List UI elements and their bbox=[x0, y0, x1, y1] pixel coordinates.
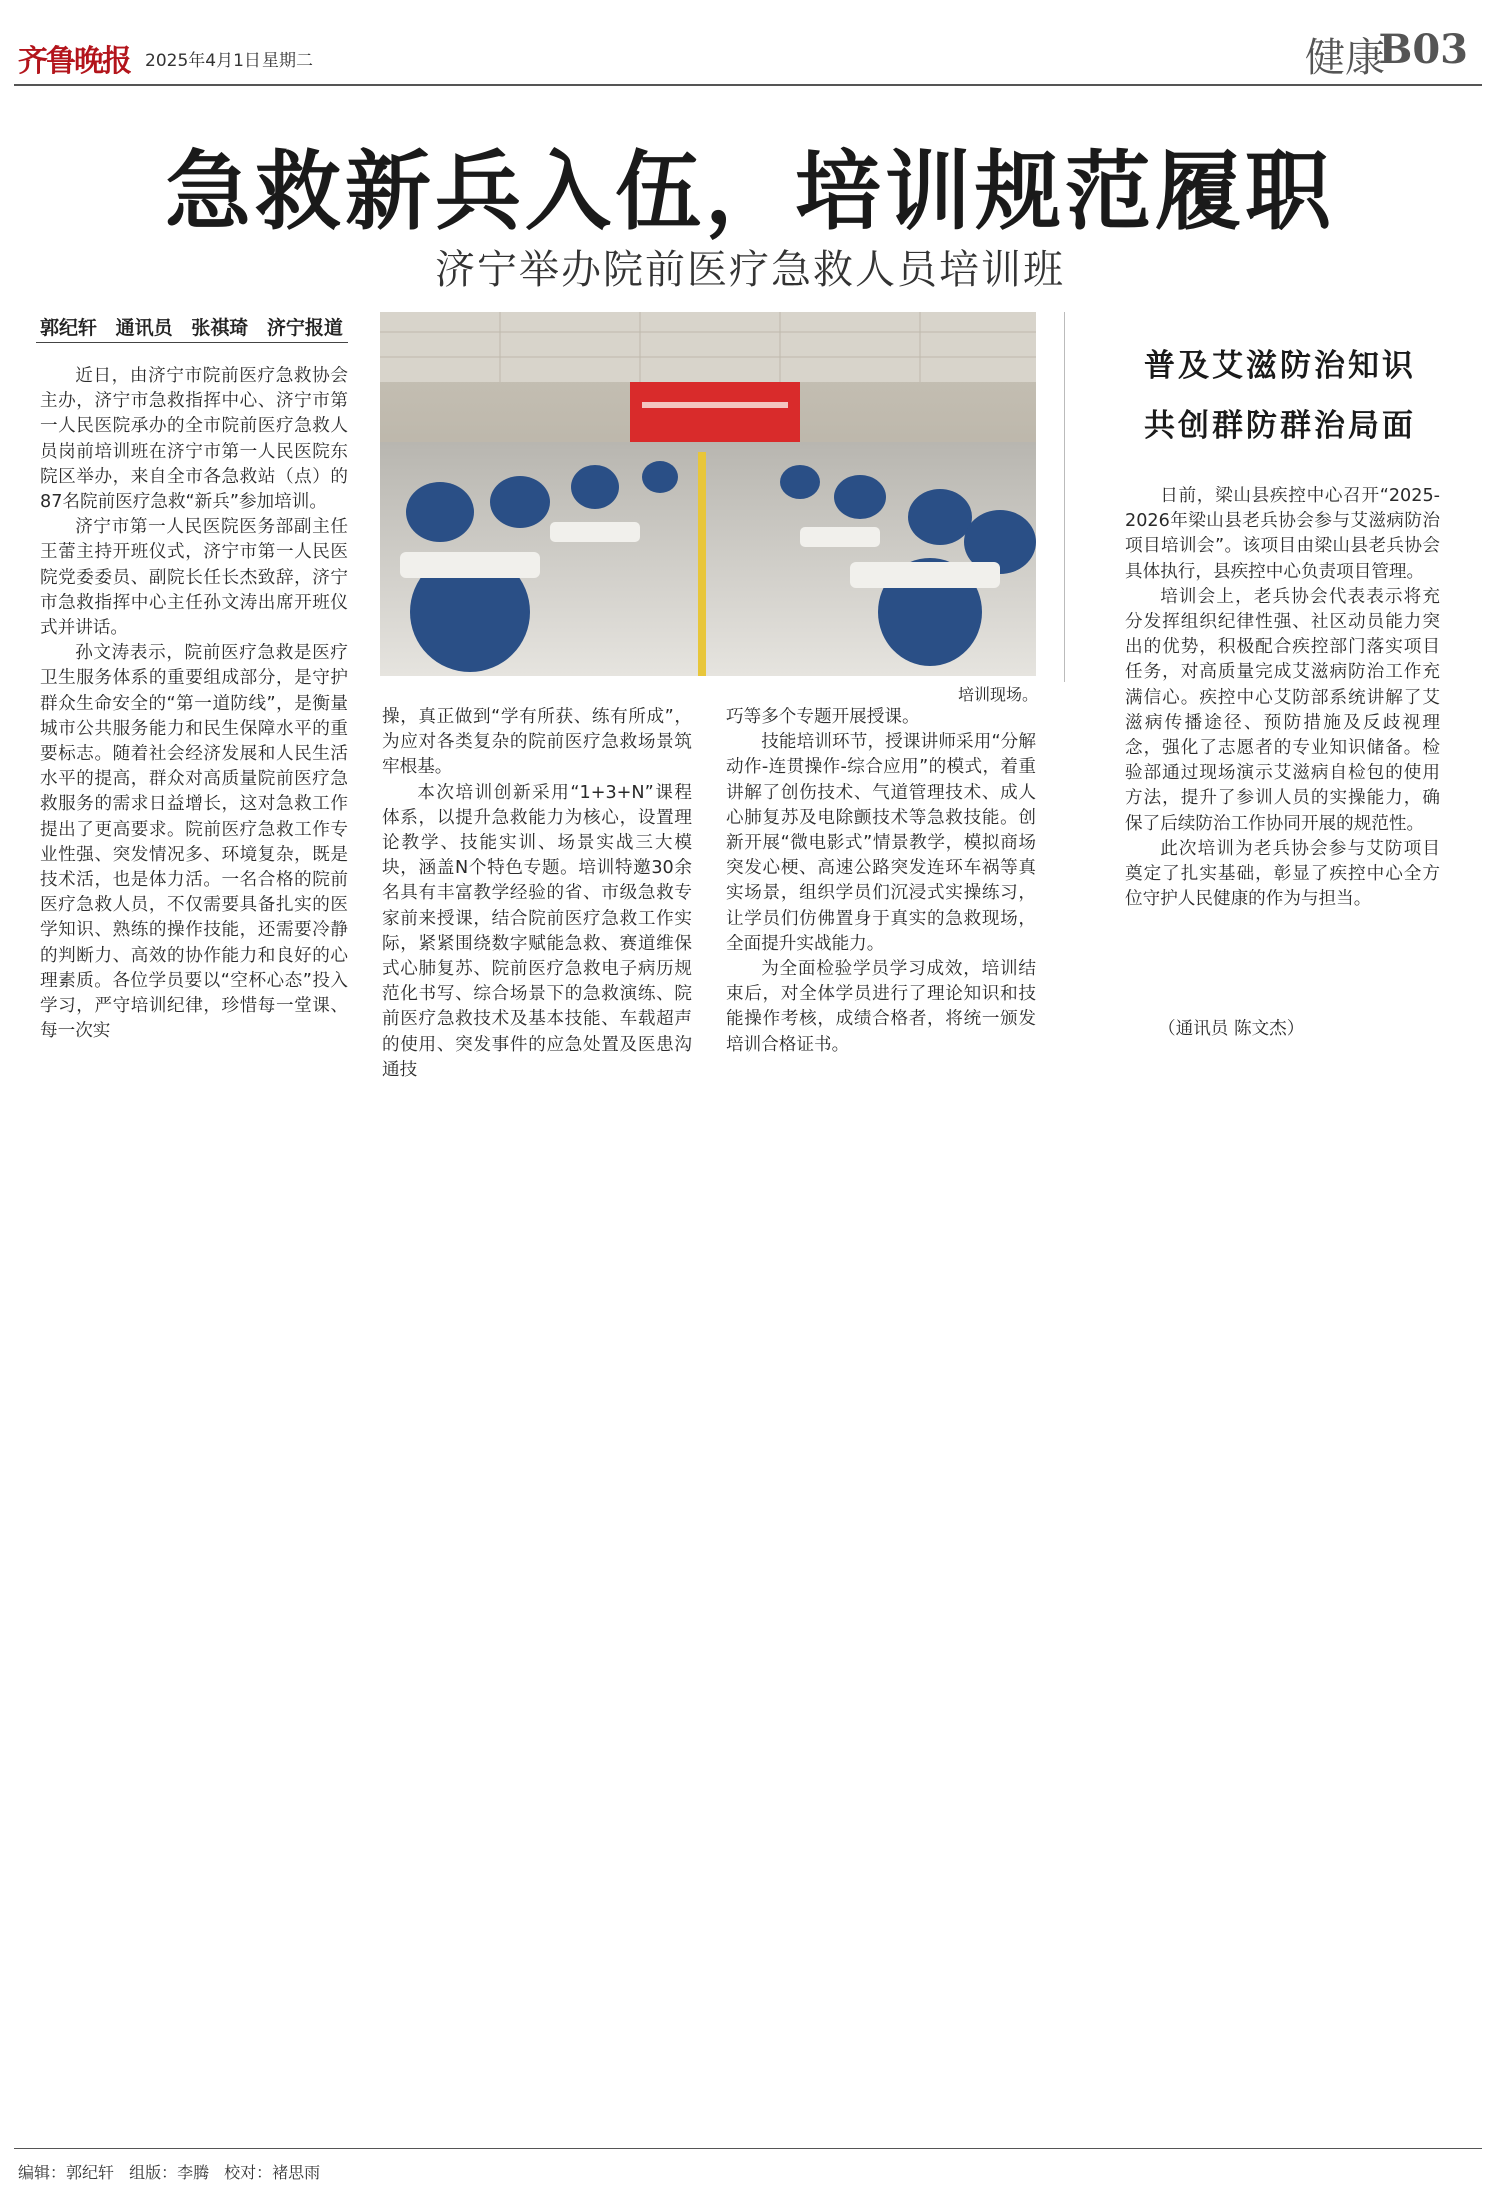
side-article-body bbox=[1125, 484, 1440, 912]
paragraph: 技能培训环节，授课讲师采用“分解动作-连贯操作-综合应用”的模式，着重讲解了创伤技术、气道管理技术、成人心肺复苏及电除颤技术等急救技能。创新开展“微电影式”情景教学，模拟商场突发心梗、高速公路突发连环车祸等真实场景，组织学员们沉浸式实操练习，让学员们仿佛置身于真实的急救现场，全面提升实战能力。 bbox=[726, 732, 1036, 954]
footer-credits: 编辑：郭纪轩 组版：李腾 校对：褚思雨 bbox=[18, 2163, 321, 2182]
side-article-credit: （通讯员 陈文杰） bbox=[1158, 1019, 1305, 1039]
issue-weekday: 星期二 bbox=[262, 51, 313, 71]
photo-caption: 培训现场。 bbox=[958, 685, 1039, 704]
paragraph: 操，真正做到“学有所获、练有所成”，为应对各类复杂的院前医疗急救场景筑牢根基。 bbox=[382, 707, 692, 778]
paragraph: 本次培训创新采用“1+3+N”课程体系，以提升急救能力为核心，设置理论教学、技能实训、场景实战三大模块，涵盖N个特色专题。培训特邀30余名具有丰富教学经验的省、市级急救专家前来授课，结合院前医疗急救工作实际，紧紧围绕数字赋能急救、赛道维保式心肺复苏、院前医疗急救电子病历规范化书写、综合场景下的急救演练、院前医疗急救技术及基本技能、车载超声的使用、突发事件的应急处置及医患沟通技 bbox=[382, 782, 692, 1080]
main-subheadline: 济宁举办院前医疗急救人员培训班 bbox=[435, 247, 1065, 293]
masthead-logo: 齐鲁晚报 bbox=[18, 44, 130, 79]
footer-divider bbox=[14, 2148, 1482, 2149]
article-column-2 bbox=[382, 705, 692, 1083]
paragraph: 此次培训为老兵协会参与艾防项目奠定了扎实基础，彰显了疾控中心全方位守护人民健康的作为与担当。 bbox=[1125, 838, 1440, 910]
main-headline: 急救新兵入伍，培训规范履职 bbox=[165, 141, 1335, 242]
byline-divider bbox=[36, 342, 348, 343]
issue-date: 2025年4月1日 bbox=[145, 51, 261, 71]
paragraph: 巧等多个专题开展授课。 bbox=[726, 707, 920, 727]
paragraph: 为全面检验学员学习成效，培训结束后，对全体学员进行了理论知识和技能操作考核，成绩合格者，将统一颁发培训合格证书。 bbox=[726, 959, 1036, 1055]
training-photo-illustration bbox=[380, 312, 1036, 676]
side-headline-line-2: 共创群防群治局面 bbox=[1144, 408, 1416, 444]
side-divider bbox=[1064, 312, 1065, 682]
byline: 郭纪轩 通讯员 张祺琦 济宁报道 bbox=[40, 317, 343, 339]
section-name: 健康 bbox=[1305, 35, 1385, 81]
article-column-3 bbox=[726, 705, 1036, 1058]
paragraph: 孙文涛表示，院前医疗急救是医疗卫生服务体系的重要组成部分，是守护群众生命安全的“第一道防线”，是衡量城市公共服务能力和民生保障水平的重要标志。随着社会经济发展和人民生活水平的提高，群众对高质量院前医疗急救服务的需求日益增长，这对急救工作提出了更高要求。院前医疗急救工作专业性强、突发情况多、环境复杂，既是技术活，也是体力活。一名合格的院前医疗急救人员，不仅需要具备扎实的医学知识、熟练的操作技能，还需要冷静的判断力、高效的协作能力和良好的心理素质。各位学员要以“空杯心态”投入学习，严守培训纪律，珍惜每一堂课、每一次实 bbox=[40, 643, 348, 1042]
article-column-1 bbox=[40, 364, 348, 1044]
side-headline-line-1: 普及艾滋防治知识 bbox=[1144, 348, 1416, 384]
header-divider bbox=[14, 84, 1482, 86]
page-number: B03 bbox=[1378, 26, 1468, 73]
paragraph: 培训会上，老兵协会代表表示将充分发挥组织纪律性强、社区动员能力突出的优势，积极配合疾控部门落实项目任务，对高质量完成艾滋病防治工作充满信心。疾控中心艾防部系统讲解了艾滋病传播途径、预防措施及反歧视理念，强化了志愿者的专业知识储备。检验部通过现场演示艾滋病自检包的使用方法，提升了参训人员的实操能力，确保了后续防治工作协同开展的规范性。 bbox=[1125, 586, 1440, 834]
paragraph: 日前，梁山县疾控中心召开“2025-2026年梁山县老兵协会参与艾滋病防治项目培训会”。该项目由梁山县老兵协会具体执行，县疾控中心负责项目管理。 bbox=[1125, 486, 1440, 582]
paragraph: 近日，由济宁市院前医疗急救协会主办，济宁市急救指挥中心、济宁市第一人民医院承办的全市院前医疗急救人员岗前培训班在济宁市第一人民医院东院区举办，来自全市各急救站（点）的87名院前医疗急救“新兵”参加培训。 bbox=[40, 366, 348, 513]
training-photo bbox=[380, 312, 1036, 676]
paragraph: 济宁市第一人民医院医务部副主任王蕾主持开班仪式，济宁市第一人民医院党委委员、副院长任长杰致辞，济宁市急救指挥中心主任孙文涛出席开班仪式并讲话。 bbox=[40, 517, 348, 639]
